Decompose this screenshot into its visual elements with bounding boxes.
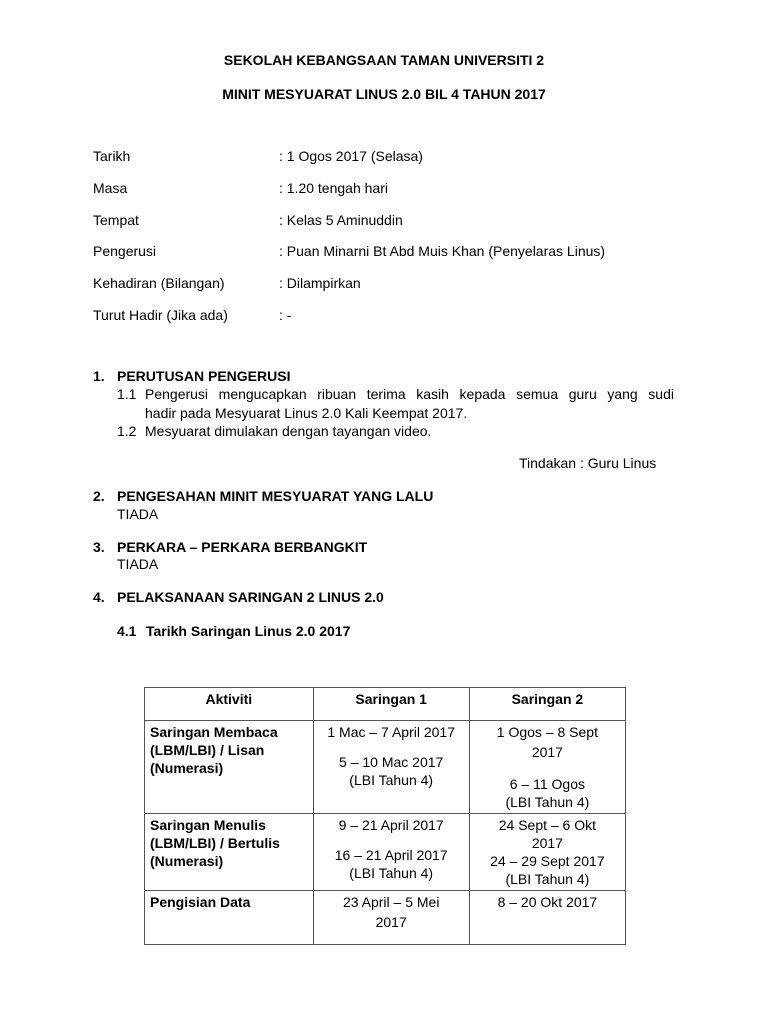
date-range: 24 – 29 Sept 2017	[490, 853, 605, 869]
table-header-cell: Saringan 2	[469, 688, 625, 721]
date-range-cont: 2017	[531, 835, 563, 851]
date-range: 6 – 11 Ogos	[509, 776, 586, 792]
section-3-title: PERKARA – PERKARA BERBANGKIT	[117, 539, 368, 555]
subsection-4-1-number: 4.1	[117, 623, 137, 639]
meta-label: Tarikh	[93, 148, 131, 164]
table-cell-saringan-1	[313, 814, 469, 891]
meta-row-tempat	[93, 212, 693, 232]
date-range: 1 Ogos – 8 Sept	[496, 724, 598, 740]
table-cell-saringan-2	[469, 721, 625, 814]
meta-row-tarikh	[93, 148, 693, 168]
meta-row-masa	[93, 180, 693, 200]
table-cell-activity	[145, 814, 314, 891]
meta-label: Kehadiran (Bilangan)	[93, 275, 225, 291]
meta-label: Turut Hadir (Jika ada)	[93, 307, 228, 323]
item-1-2-line1: Mesyuarat dimulakan dengan tayangan video.	[145, 423, 432, 439]
meta-row-turut-hadir	[93, 307, 693, 327]
meta-value: : -	[279, 307, 292, 323]
meta-label: Masa	[93, 180, 128, 196]
date-note: (LBI Tahun 4)	[349, 772, 434, 788]
table-header-cell: Aktiviti	[145, 688, 314, 721]
date-range-cont: 2017	[375, 914, 407, 930]
activity-line: Pengisian Data	[150, 894, 251, 910]
section-1-number: 1.	[93, 368, 105, 384]
meta-label: Pengerusi	[93, 243, 157, 259]
section-3-body: TIADA	[117, 556, 159, 572]
activity-line: (LBM/LBI) / Lisan	[150, 742, 265, 758]
schedule-table	[144, 687, 626, 945]
section-2-title: PENGESAHAN MINIT MESYUARAT YANG LALU	[117, 488, 434, 504]
document-title: MINIT MESYUARAT LINUS 2.0 BIL 4 TAHUN 2017	[222, 86, 546, 102]
meta-row-pengerusi	[93, 243, 693, 263]
activity-line: Saringan Membaca	[150, 724, 278, 740]
section-4-title: PELAKSANAAN SARINGAN 2 LINUS 2.0	[117, 589, 384, 605]
section-2-body: TIADA	[117, 506, 159, 522]
item-1-1-number: 1.1	[117, 386, 137, 402]
date-note: (LBI Tahun 4)	[505, 871, 590, 887]
date-note: (LBI Tahun 4)	[349, 865, 434, 881]
date-range: 5 – 10 Mac 2017	[339, 754, 444, 770]
meta-value: : Dilampirkan	[279, 275, 361, 291]
table-cell-activity	[145, 721, 314, 814]
date-range: 9 – 21 April 2017	[338, 817, 444, 833]
meta-value: : 1.20 tengah hari	[279, 180, 388, 196]
table-cell-saringan-2	[469, 891, 625, 945]
table-cell-saringan-2	[469, 814, 625, 891]
table-header-cell: Saringan 1	[313, 688, 469, 721]
item-1-1-line1: Pengerusi mengucapkan ribuan terima kasih kepada semua guru yang sudi	[145, 386, 674, 402]
table-row	[145, 891, 626, 945]
activity-line: (Numerasi)	[150, 853, 224, 869]
table-header-row	[145, 688, 626, 721]
activity-line: Saringan Menulis	[150, 817, 266, 833]
date-range: 23 April – 5 Mei	[342, 894, 440, 910]
section-4-number: 4.	[93, 589, 105, 605]
table-row	[145, 721, 626, 814]
item-1-2-number: 1.2	[117, 423, 137, 439]
meta-label: Tempat	[93, 212, 139, 228]
item-1-1-line2: hadir pada Mesyuarat Linus 2.0 Kali Keempat 2017.	[145, 405, 468, 421]
date-range: 16 – 21 April 2017	[334, 847, 448, 863]
section-1-title: PERUTUSAN PENGERUSI	[117, 368, 291, 384]
meta-value: : Puan Minarni Bt Abd Muis Khan (Penyelaras Linus)	[279, 243, 606, 259]
date-range-cont: 2017	[531, 744, 563, 760]
meta-value: : Kelas 5 Aminuddin	[279, 212, 403, 228]
meta-value: : 1 Ogos 2017 (Selasa)	[279, 148, 423, 164]
table-row	[145, 814, 626, 891]
school-name: SEKOLAH KEBANGSAAN TAMAN UNIVERSITI 2	[223, 52, 545, 68]
date-range: 24 Sept – 6 Okt	[498, 817, 597, 833]
activity-line: (Numerasi)	[150, 760, 224, 776]
table-cell-saringan-1	[313, 891, 469, 945]
table-cell-saringan-1	[313, 721, 469, 814]
section-3-number: 3.	[93, 539, 105, 555]
activity-line: (LBM/LBI) / Bertulis	[150, 835, 280, 851]
section-1-action: Tindakan : Guru Linus	[519, 455, 657, 471]
meta-row-kehadiran	[93, 275, 693, 295]
table-cell-activity	[145, 891, 314, 945]
date-range: 1 Mac – 7 April 2017	[327, 724, 455, 740]
date-note: (LBI Tahun 4)	[505, 794, 590, 810]
subsection-4-1-title: Tarikh Saringan Linus 2.0 2017	[146, 623, 351, 639]
date-range: 8 – 20 Okt 2017	[497, 894, 598, 910]
section-2-number: 2.	[93, 488, 105, 504]
